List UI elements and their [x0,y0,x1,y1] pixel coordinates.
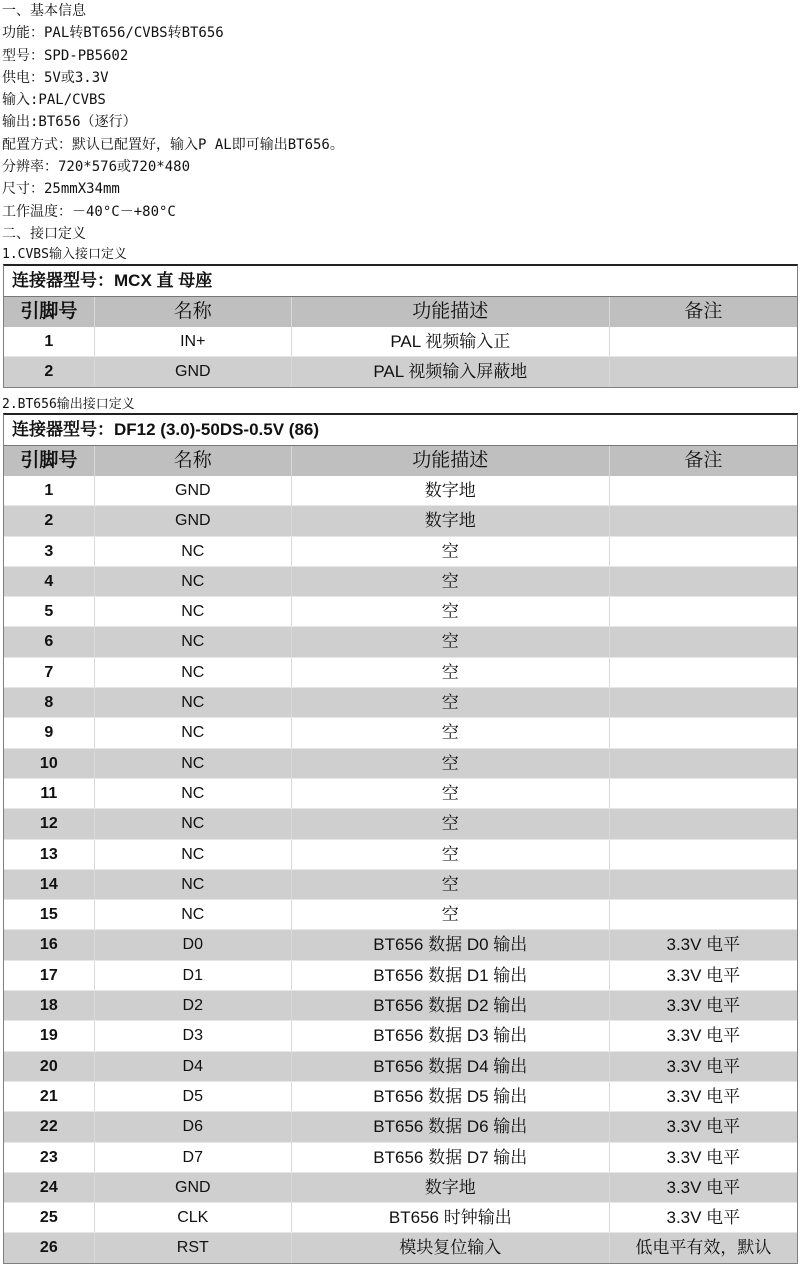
heading-interface: 二、接口定义 [2,225,86,242]
note-cell [610,779,797,808]
header-note: 备注 [684,301,723,322]
note-cell: 3.3V 电平 [666,996,741,1016]
table-row [4,536,797,566]
note-cell [610,658,797,687]
name-cell: GND [95,476,292,505]
header-pin: 引脚号 [4,446,95,476]
function-cell: BT656 数据 D7 输出 [292,1143,610,1172]
function-cell: 空 [292,597,610,626]
function-cell: 空 [292,688,610,717]
function-cell: BT656 数据 D0 输出 [292,930,610,959]
function-cell: 空 [292,840,610,869]
pin-cell: 14 [4,870,95,899]
note-cell: 3.3V 电平 [666,1117,741,1137]
pin-cell: 2 [4,357,95,386]
pin-cell: 5 [4,597,95,626]
table-row [4,476,797,505]
header-function: 功能描述 [292,297,610,327]
info-model: 型号：SPD-PB5602 [2,47,129,64]
table-row [4,1142,797,1172]
table-row [4,960,797,990]
function-cell: PAL 视频输入屏蔽地 [292,357,610,386]
table-row [4,356,797,386]
pin-cell: 16 [4,930,95,959]
table-row [4,566,797,596]
pin-cell: 26 [4,1233,95,1262]
table-row [4,657,797,687]
table-row [4,899,797,929]
note-cell [610,567,797,596]
note-cell [610,688,797,717]
info-config: 配置方式：默认已配置好，输入P AL即可输出BT656。 [2,136,344,153]
info-input: 输入:PAL/CVBS [2,92,106,109]
cvbs-input-table [3,264,798,388]
header-pin: 引脚号 [4,297,95,327]
pin-cell: 22 [4,1112,95,1141]
name-cell: NC [95,537,292,566]
name-cell: NC [95,718,292,747]
note-cell [610,840,797,869]
pin-cell: 24 [4,1173,95,1202]
pin-cell: 19 [4,1021,95,1050]
table-row [4,839,797,869]
table2-connector-title: 连接器型号：DF12 (3.0)-50DS-0.5V (86) [4,415,797,446]
pin-cell: 9 [4,718,95,747]
table-row [4,596,797,626]
note-cell [610,900,797,929]
pin-cell: 17 [4,961,95,990]
table-row [4,1081,797,1111]
name-cell: NC [95,658,292,687]
note-cell: 3.3V 电平 [666,1086,741,1106]
pin-cell: 8 [4,688,95,717]
name-cell: NC [95,749,292,778]
function-cell: BT656 数据 D5 输出 [292,1082,610,1111]
heading-basic-info: 一、基本信息 [2,3,86,19]
table-row [4,717,797,747]
name-cell: D4 [95,1052,292,1081]
table-row [4,990,797,1020]
info-size: 尺寸：25mmX34mm [2,181,120,198]
pin-cell: 13 [4,840,95,869]
name-cell: D6 [95,1112,292,1141]
pin-cell: 11 [4,779,95,808]
table-row [4,687,797,717]
name-cell: GND [95,357,292,386]
note-cell [610,537,797,566]
info-output: 输出:BT656（逐行） [2,114,137,131]
function-cell: 空 [292,627,610,656]
pin-cell: 23 [4,1143,95,1172]
name-cell: GND [95,506,292,535]
note-cell: 3.3V 电平 [666,1056,741,1076]
info-power: 供电：5V或3.3V [2,69,109,86]
name-cell: D7 [95,1143,292,1172]
function-cell: 数字地 [292,506,610,535]
pin-cell: 12 [4,809,95,838]
note-cell: 3.3V 电平 [666,1026,741,1046]
bt656-output-table [3,413,798,1264]
table-row [4,1202,797,1232]
note-cell [610,327,797,356]
function-cell: BT656 数据 D2 输出 [292,991,610,1020]
pin-cell: 1 [4,327,95,356]
table-row [4,869,797,899]
table-row [4,1172,797,1202]
note-cell [610,506,797,535]
table1-header-row [4,297,797,327]
function-cell: 数字地 [292,1173,610,1202]
name-cell: NC [95,779,292,808]
function-cell: PAL 视频输入正 [292,327,610,356]
table-row [4,505,797,535]
info-temperature: 工作温度：－40°C－+80°C [2,203,176,220]
note-cell [610,749,797,778]
name-cell: NC [95,809,292,838]
pin-cell: 7 [4,658,95,687]
note-cell [610,870,797,899]
note-cell [610,809,797,838]
note-cell: 3.3V 电平 [666,1208,741,1228]
note-cell: 3.3V 电平 [666,935,741,955]
info-resolution: 分辨率：720*576或720*480 [2,159,191,176]
function-cell: 空 [292,809,610,838]
table-row [4,1051,797,1081]
name-cell: D2 [95,991,292,1020]
info-function: 功能：PAL转BT656/CVBS转BT656 [2,25,224,42]
table1-connector-title: 连接器型号：MCX 直 母座 [4,266,797,297]
function-cell: 数字地 [292,476,610,505]
name-cell: D1 [95,961,292,990]
note-cell [610,476,797,505]
note-cell [610,597,797,626]
pin-cell: 20 [4,1052,95,1081]
function-cell: 空 [292,779,610,808]
header-note: 备注 [684,450,723,471]
pin-cell: 3 [4,537,95,566]
table-row [4,808,797,838]
name-cell: GND [95,1173,292,1202]
name-cell: RST [95,1233,292,1262]
function-cell: 空 [292,658,610,687]
section1-label: 1.CVBS输入接口定义 [2,247,127,263]
pin-cell: 25 [4,1203,95,1232]
function-cell: BT656 数据 D1 输出 [292,961,610,990]
function-cell: 空 [292,900,610,929]
basic-info [0,0,800,265]
table-row [4,1232,797,1262]
pin-cell: 21 [4,1082,95,1111]
function-cell: BT656 时钟输出 [292,1203,610,1232]
name-cell: NC [95,840,292,869]
pin-cell: 10 [4,749,95,778]
pin-cell: 1 [4,476,95,505]
note-cell: 低电平有效，默认 [635,1238,772,1258]
name-cell: NC [95,870,292,899]
name-cell: NC [95,567,292,596]
section2-label: 2.BT656输出接口定义 [2,397,135,412]
note-cell: 3.3V 电平 [666,1147,741,1167]
note-cell [610,627,797,656]
function-cell: 空 [292,718,610,747]
function-cell: 空 [292,870,610,899]
pin-cell: 4 [4,567,95,596]
function-cell: 空 [292,749,610,778]
note-cell: 3.3V 电平 [666,1177,741,1197]
name-cell: D3 [95,1021,292,1050]
name-cell: D5 [95,1082,292,1111]
note-cell [610,718,797,747]
note-cell [610,357,797,386]
pin-cell: 15 [4,900,95,929]
pin-cell: 18 [4,991,95,1020]
table-row [4,778,797,808]
table2-header-row [4,446,797,476]
header-name: 名称 [95,446,292,476]
pin-cell: 6 [4,627,95,656]
function-cell: 模块复位输入 [292,1233,610,1262]
name-cell: D0 [95,930,292,959]
function-cell: 空 [292,537,610,566]
header-function: 功能描述 [292,446,610,476]
name-cell: NC [95,688,292,717]
pin-cell: 2 [4,506,95,535]
table-row [4,748,797,778]
table-row [4,1111,797,1141]
table-row [4,929,797,959]
table-row [4,1020,797,1050]
function-cell: BT656 数据 D6 输出 [292,1112,610,1141]
name-cell: IN+ [95,327,292,356]
name-cell: NC [95,900,292,929]
function-cell: BT656 数据 D4 输出 [292,1052,610,1081]
note-cell: 3.3V 电平 [666,965,741,985]
table-row [4,626,797,656]
function-cell: BT656 数据 D3 输出 [292,1021,610,1050]
function-cell: 空 [292,567,610,596]
table-row [4,327,797,356]
name-cell: NC [95,597,292,626]
header-name: 名称 [95,297,292,327]
name-cell: CLK [95,1203,292,1232]
name-cell: NC [95,627,292,656]
